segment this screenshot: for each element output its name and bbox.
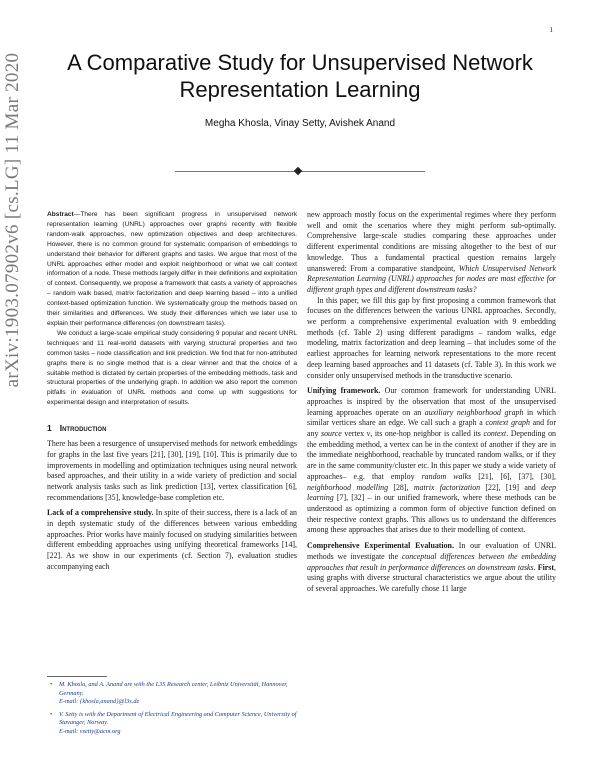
abstract-label: Abstract: [47, 211, 74, 218]
footnote-affiliation-2: • V. Setty is with the Department of Electrical Engineering and Computer Science, University of Stavanger, Norway.: [59, 710, 297, 726]
right-column: [307, 210, 556, 595]
affiliation-footnotes: [47, 681, 297, 740]
text-run: . Depending on the embedding method, a vertex can be in the context of another if they are in the immediate neighborhood, reachable by truncated random walks, or if they are in the same community/cluster etc. In this paper we study a wide variety of approaches– e.g. that employ: [307, 429, 556, 481]
author-list: Megha Khosla, Vinay Setty, Avishek Anand: [204, 118, 396, 129]
section-number: 1: [47, 423, 52, 434]
text-run: In our evaluation of UNRL methods we investigate the: [307, 541, 557, 561]
text-run: in which similar vertices share an edge. We call such a graph a: [307, 407, 556, 428]
arxiv-stamp: arXiv:1903.07902v6 [cs.LG] 11 Mar 2020: [2, 52, 23, 388]
footnote-email-1: E-mail: {khosla,anand}@l3s.de: [59, 698, 140, 705]
footnote-khosla-anand: [59, 681, 297, 707]
text-run: auxiliary neighborhood graph: [424, 407, 524, 417]
footnote-setty: [59, 711, 297, 737]
research-question: Which Unsupervised Network Representation Learning (UNRL) approaches for nodes are most effective for different graph types and different downstream tasks?: [307, 263, 557, 294]
footnote-email-2: E-mail: vsetty@acm.org: [59, 727, 121, 735]
abstract-paragraph-1: [47, 210, 297, 329]
text-run: source: [321, 429, 342, 439]
text-run: conceptual differences between the embedding approaches that result in performance differences on downstream tasks: [307, 551, 557, 572]
separator-diamond-icon: [294, 167, 302, 175]
intro-paragraph-1: There has been a resurgence of unsupervised methods for network embeddings for graphs in the last five years [21], [30], [19], [10]. This is primarily due to improvements in modelling and optimization techniques using neural network based approaches, and their utility in a wide variety of prediction and social network analysis tasks such as link prediction [13], vertex classification [6], recommendations [35], knowledge-base completion etc.: [47, 439, 297, 502]
paragraph-heading-unifying: Unifying framework.: [307, 386, 381, 396]
paragraph-heading-evaluation: Comprehensive Experimental Evaluation.: [307, 541, 454, 551]
text-run: deep learning: [307, 482, 556, 503]
text-run: [22], [19] and: [480, 482, 542, 492]
text-run: v: [366, 429, 371, 439]
text-run: context: [483, 429, 507, 439]
text-run: context graph: [485, 418, 530, 428]
text-run: First: [537, 562, 555, 572]
right-paragraph-evaluation: [307, 541, 556, 595]
footnote-rule: [47, 676, 107, 677]
abstract-text-1: —There has been significant progress in unsupervised network representation learning (UNRL) approaches over graphs recently with flexible random-walk approaches, new optimization objectives and deep architectures. However, there is no common ground for systematic comparison of embeddings to understand their behavior for different graphs and tasks. We argue that most of the UNRL approaches either model and exploit neighborhood or what we call context information of a node. These methods largely differ in their definitions and exploitation of context. Consequently, we propose a framework that casts a variety of approaches – random walk based, matrix factorization and deep learning based – into a unified context-based optimization function. We systematically group the methods based on their similarities and differences. We study their differences which we later use to explain their performance differences (on downstream tasks).: [47, 211, 297, 327]
left-column: [47, 210, 297, 573]
text-run: random walks: [421, 471, 472, 481]
text-run: neighborhood modelling: [307, 482, 389, 492]
page-number: 1: [549, 26, 553, 34]
text-run: [21], [6], [37], [30],: [471, 471, 557, 481]
text-run: , using graphs with diverse structural characteristics we argue about the utility of several approaches. We carefully chose 11 large: [307, 562, 556, 593]
section-title: Introduction: [59, 423, 107, 434]
text-run: [7], [32] – in our unified framework, where these methods can be understood as optimizing a common form of objective function defined on their respective context graphs. This allows us to understand the differences among these approaches that arises due to their modelling of context.: [307, 493, 556, 535]
footnote-affiliation-1: • M. Khosla, and A. Anand are with the L3S Research center, Leibniz Universität, Hannover, Germany.: [59, 681, 288, 697]
paragraph-heading-lack: Lack of a comprehensive study.: [47, 508, 154, 518]
abstract-paragraph-2: We conduct a large-scale empirical study considering 9 popular and recent UNRL techniques and 11 real-world datasets with varying structural properties and two common tasks – node classification and link prediction. We find that for non-attributed graphs there is no single method that is a clear winner and that the choice of a suitable method is dictated by certain properties of the embedding methods, task and structural properties of the underlying graph. In addition we also report the common pitfalls in evaluation of UNRL methods and come up with suggestions for experimental design and interpretation of results.: [47, 329, 297, 407]
right-paragraph-unifying: [307, 386, 556, 536]
text-run: , its one-hop neighbor is called its: [370, 429, 484, 439]
text-run: [28],: [388, 482, 414, 492]
text-run: and for any: [307, 418, 556, 439]
text-run: Our common framework for understanding UNRL approaches is inspired by the observation that most of the unsupervised learning approaches operate on an: [307, 386, 556, 417]
intro-paragraph-2: [47, 508, 297, 572]
right-paragraph-1: [307, 210, 556, 296]
text-run: vertex: [341, 429, 367, 439]
title-line-1: A Comparative Study for Unsupervised Network: [67, 50, 533, 75]
paper-title: [40, 49, 560, 103]
right-p1-text: new approach mostly focus on the experimental regimes where they perform well and omit the scenarios where they might perform sub-optimally. Comprehensive large-scale studies comparing these approaches under different experimental conditions are missing altogether to the best of our knowledge. Thus a fundamental practical question remains largely unanswered: From a comparative standpoint,: [307, 210, 556, 273]
text-run: matrix factorization: [413, 482, 481, 492]
text-run: .: [533, 562, 538, 572]
title-line-2: Representation Learning: [179, 77, 421, 102]
right-paragraph-2: In this paper, we fill this gap by first proposing a common framework that focuses on the differences between the various UNRL approaches. Secondly, we perform a comprehensive experimental evaluation with 9 embedding methods (cf. Table 2) using different paradigms – random walks, edge modeling, matrix factorization and deep learning – that includes some of the earliest approaches for learning network representations to the more recent deep learning based approaches and 11 datasets (cf. Table 3). In this work we consider only unsupervised methods in the transductive scenario.: [307, 295, 556, 380]
intro-paragraph-2-text: In spite of their success, there is a lack of an in depth systematic study of the differences between various embedding approaches. Prior works have mainly focused on studying similarities between different embedding approaches using unifying theoretical frameworks [14], [22]. As we show in our experiments (cf. Section 7), evaluation studies accompanying each: [47, 508, 297, 571]
section-heading-introduction: [47, 423, 297, 433]
